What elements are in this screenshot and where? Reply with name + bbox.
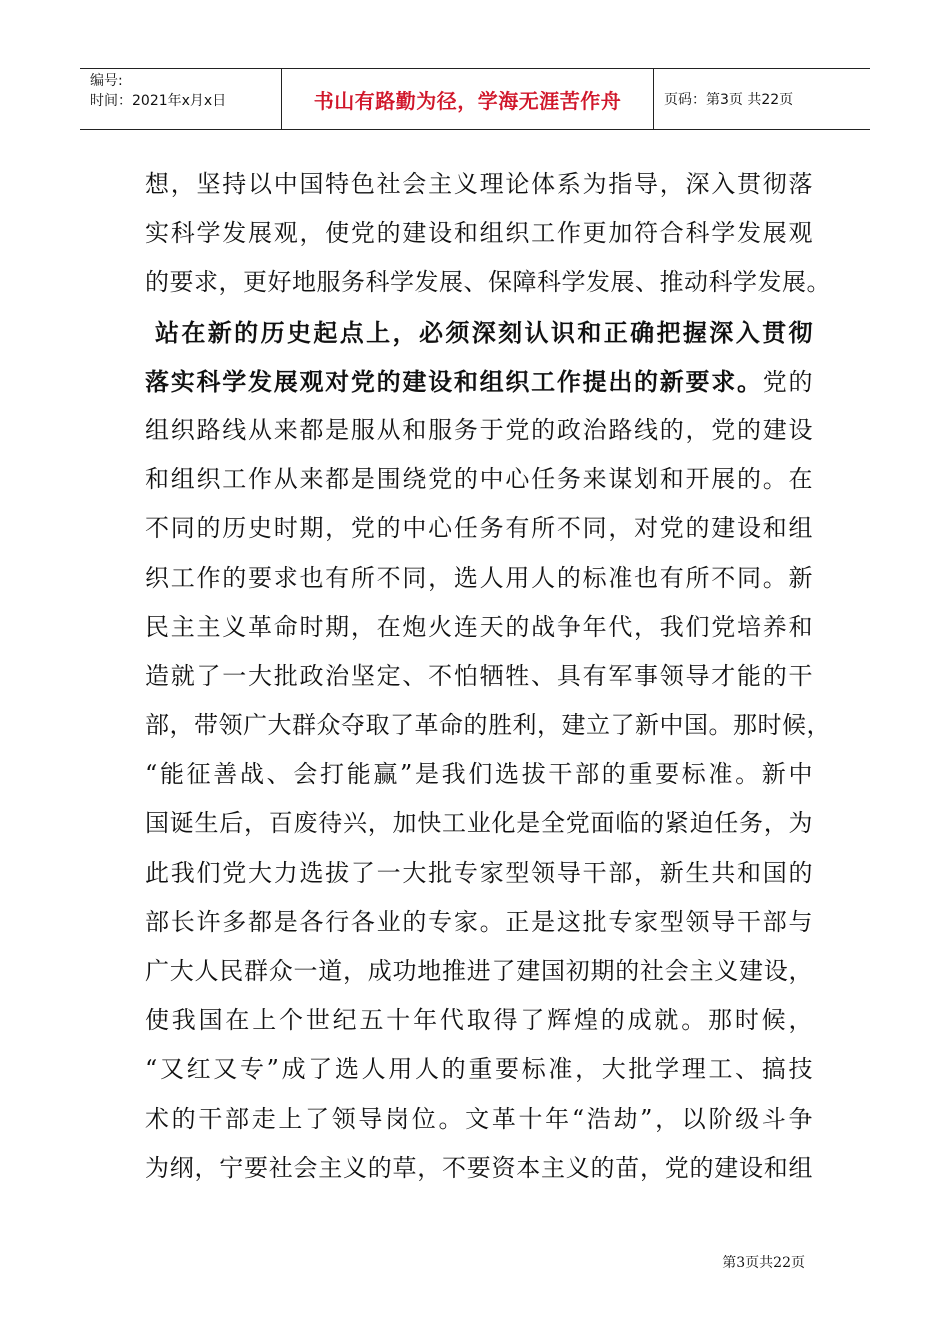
body-line: 组织路线从来都是服从和服务于党的政治路线的，党的建设 bbox=[145, 415, 813, 444]
document-body bbox=[145, 160, 831, 1193]
header-page-code: 页码：第3页 共22页 bbox=[664, 92, 794, 108]
normal-phrase: 党的 bbox=[762, 367, 814, 396]
body-line: 部长许多都是各行各业的专家。正是这批专家型领导干部与 bbox=[145, 907, 813, 936]
body-line: “能征善战、会打能赢”是我们选拔干部的重要标准。新中 bbox=[145, 760, 813, 789]
body-line: 和组织工作从来都是围绕党的中心任务来谋划和开展的。在 bbox=[145, 465, 813, 494]
body-line: 术的干部走上了领导岗位。文革十年“浩劫”，以阶级斗争 bbox=[145, 1104, 813, 1133]
page-header bbox=[80, 68, 870, 130]
bold-phrase: 落实科学发展观对党的建设和组织工作提出的新要求。 bbox=[145, 366, 763, 396]
body-line: 实科学发展观，使党的建设和组织工作更加符合科学发展观 bbox=[145, 219, 813, 248]
body-line: 使我国在上个世纪五十年代取得了辉煌的成就。那时候， bbox=[145, 1006, 813, 1035]
body-line: 的要求，更好地服务科学发展、保障科学发展、推动科学发展。 bbox=[145, 268, 831, 297]
body-line: 想，坚持以中国特色社会主义理论体系为指导，深入贯彻落 bbox=[145, 170, 813, 198]
body-line: 不同的历史时期，党的中心任务有所不同，对党的建设和组 bbox=[145, 514, 813, 543]
document-time: 时间：2021年x月x日 bbox=[90, 93, 227, 109]
document-number-label: 编号: bbox=[90, 73, 123, 89]
body-line-mixed bbox=[145, 357, 813, 406]
body-line: “又红又专”成了选人用人的重要标准，大批学理工、搞技 bbox=[145, 1055, 813, 1084]
body-line: 国诞生后，百废待兴，加快工业化是全党面临的紧迫任务，为 bbox=[145, 809, 813, 838]
body-line: 织工作的要求也有所不同，选人用人的标准也有所不同。新 bbox=[145, 563, 813, 592]
body-line: 广大人民群众一道，成功地推进了建国初期的社会主义建设， bbox=[145, 957, 813, 985]
header-meta bbox=[80, 69, 282, 129]
page-footer: 第3页共22页 bbox=[722, 1255, 805, 1271]
body-line: 为纲，宁要社会主义的草，不要资本主义的苗，党的建设和组 bbox=[145, 1153, 813, 1182]
body-line: 民主主义革命时期，在炮火连天的战争年代，我们党培养和 bbox=[145, 612, 813, 641]
body-line: 此我们党大力选拔了一大批专家型领导干部，新生共和国的 bbox=[145, 858, 813, 887]
body-line-bold: 站在新的历史起点上，必须深刻认识和正确把握深入贯彻 bbox=[155, 317, 813, 347]
header-motto: 书山有路勤为径，学海无涯苦作舟 bbox=[282, 69, 654, 129]
body-line: 部，带领广大群众夺取了革命的胜利，建立了新中国。那时候， bbox=[145, 711, 831, 740]
body-line: 造就了一大批政治坚定、不怕牺牲、具有军事领导才能的干 bbox=[145, 661, 813, 690]
